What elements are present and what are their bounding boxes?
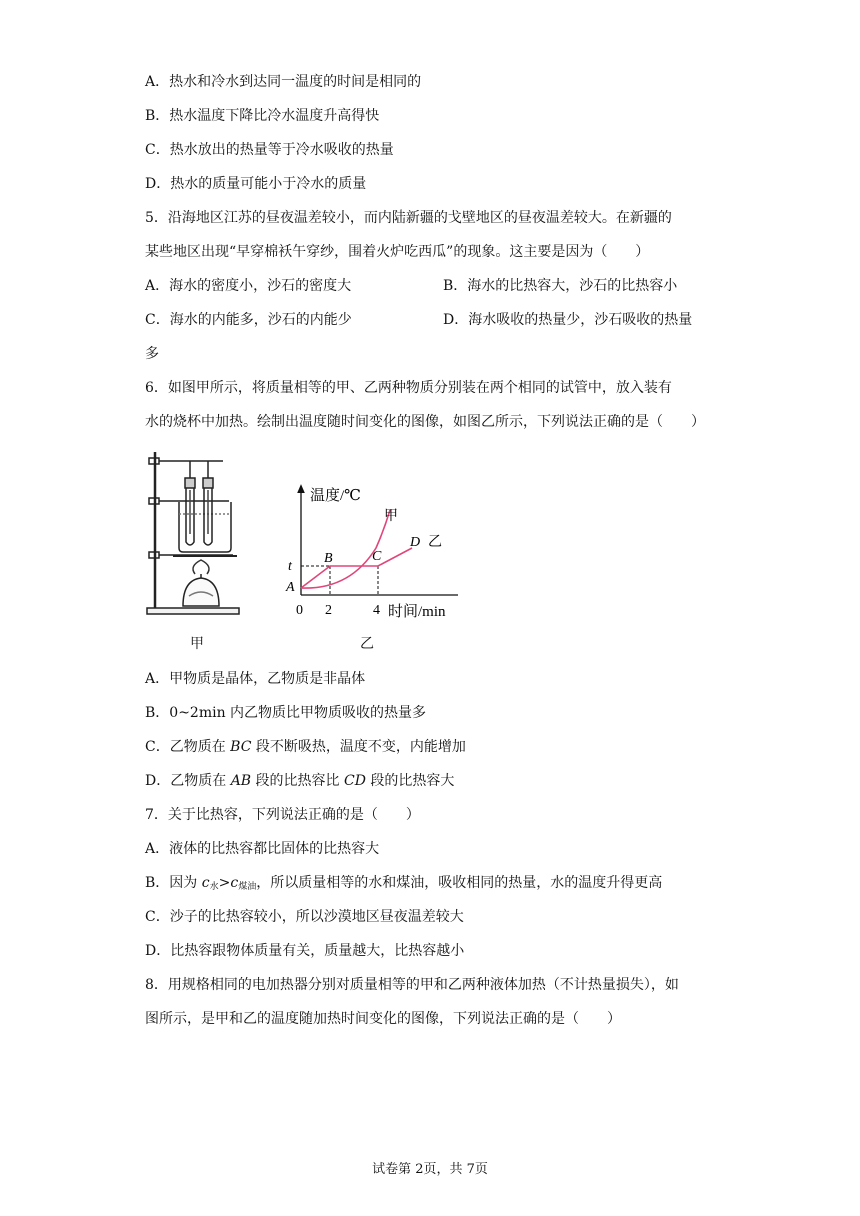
- stand-base: [147, 608, 239, 614]
- q6-stem-line2: 水的烧杯中加热。绘制出温度随时间变化的图像，如图乙所示，下列说法正确的是（ ）: [145, 414, 705, 430]
- q7-option-b: [145, 873, 662, 897]
- q6-d-mid: 段的比热容比: [251, 773, 344, 789]
- apparatus-drawing: [143, 448, 243, 618]
- q6-option-c: [145, 737, 466, 757]
- point-d-label: D: [410, 535, 421, 550]
- figure-yi-caption: 乙: [360, 636, 374, 652]
- y-axis-label: 温度/℃: [310, 488, 361, 504]
- y-tick-t: t: [288, 559, 292, 574]
- q6-c-segment: BC: [230, 739, 252, 755]
- q7-b-sub1: 水: [209, 882, 219, 892]
- beaker: [179, 502, 231, 552]
- q6-d-segment1: AB: [230, 773, 252, 789]
- series-yi-line: [301, 548, 412, 588]
- q5-option-a: A．海水的密度小，沙石的密度大: [145, 278, 352, 294]
- q5-option-d: D．海水吸收的热量少，沙石吸收的热量: [443, 312, 693, 328]
- q5-stem-line2: 某些地区出现“早穿棉袄午穿纱，围着火炉吃西瓜”的现象。这主要是因为（ ）: [145, 244, 650, 260]
- q6-c-pre: C．乙物质在: [145, 739, 231, 755]
- q6-option-b: B．0~2min 内乙物质比甲物质吸收的热量多: [145, 705, 427, 721]
- figure-yi-chart: [280, 478, 470, 632]
- q7-option-a: A．液体的比热容都比固体的比热容大: [145, 841, 380, 857]
- q7-stem: 7．关于比热容，下列说法正确的是（ ）: [145, 807, 420, 823]
- q7-b-gt: >: [218, 875, 231, 891]
- q6-d-post: 段的比热容大: [365, 773, 455, 789]
- series-yi-label: 乙: [428, 535, 442, 550]
- q7-option-d: D．比热容跟物体质量有关，质量越大，比热容越小: [145, 943, 465, 959]
- figure-jia-apparatus: [143, 448, 243, 622]
- x-tick-2: 2: [325, 603, 332, 618]
- figure-jia-caption: 甲: [190, 636, 204, 652]
- stopper-right: [203, 478, 213, 488]
- x-axis-label: 时间/min: [388, 604, 446, 620]
- q7-b-c2: c: [230, 875, 239, 891]
- q5-stem-line1: 5．沿海地区江苏的昼夜温差较小，而内陆新疆的戈壁地区的昼夜温差较大。在新疆的: [145, 210, 672, 226]
- temperature-time-chart: [280, 478, 470, 628]
- q6-option-d: [145, 771, 454, 791]
- point-c-label: C: [372, 549, 382, 564]
- x-tick-0: 0: [296, 603, 303, 618]
- q4-option-c: C．热水放出的热量等于冷水吸收的热量: [145, 142, 394, 158]
- q5-option-c: C．海水的内能多，沙石的内能少: [145, 312, 352, 328]
- q7-b-c1: c: [201, 875, 210, 891]
- q6-c-post: 段不断吸热，温度不变，内能增加: [251, 739, 466, 755]
- q6-stem-line1: 6．如图甲所示，将质量相等的甲、乙两种物质分别装在两个相同的试管中，放入装有: [145, 380, 672, 396]
- q7-b-post: ，所以质量相等的水和煤油，吸收相同的热量，水的温度升得更高: [256, 875, 663, 891]
- q4-option-a: A．热水和冷水到达同一温度的时间是相同的: [145, 74, 422, 90]
- x-tick-4: 4: [373, 603, 380, 618]
- q4-option-b: B．热水温度下降比冷水温度升高得快: [145, 108, 380, 124]
- page-footer: 试卷第 2页，共 7页: [372, 1162, 488, 1177]
- q6-d-pre: D．乙物质在: [145, 773, 231, 789]
- q7-option-c: C．沙子的比热容较小，所以沙漠地区昼夜温差较大: [145, 909, 464, 925]
- q7-b-pre: B．因为: [145, 875, 202, 891]
- point-b-label: B: [324, 551, 333, 566]
- q8-stem-line1: 8．用规格相同的电加热器分别对质量相等的甲和乙两种液体加热（不计热量损失），如: [145, 977, 679, 993]
- point-a-label: A: [286, 580, 295, 595]
- q6-d-segment2: CD: [344, 773, 366, 789]
- flame: [193, 560, 209, 574]
- series-jia-label: 甲: [384, 509, 398, 524]
- q6-option-a: A．甲物质是晶体，乙物质是非晶体: [145, 671, 366, 687]
- q7-b-sub2: 煤油: [238, 882, 257, 892]
- q4-option-d: D．热水的质量可能小于冷水的质量: [145, 176, 367, 192]
- stopper-left: [185, 478, 195, 488]
- q5-option-b: B．海水的比热容大，沙石的比热容小: [443, 278, 678, 294]
- q5-option-d-wrap: 多: [145, 346, 159, 362]
- q8-stem-line2: 图所示，是甲和乙的温度随加热时间变化的图像，下列说法正确的是（ ）: [145, 1011, 621, 1027]
